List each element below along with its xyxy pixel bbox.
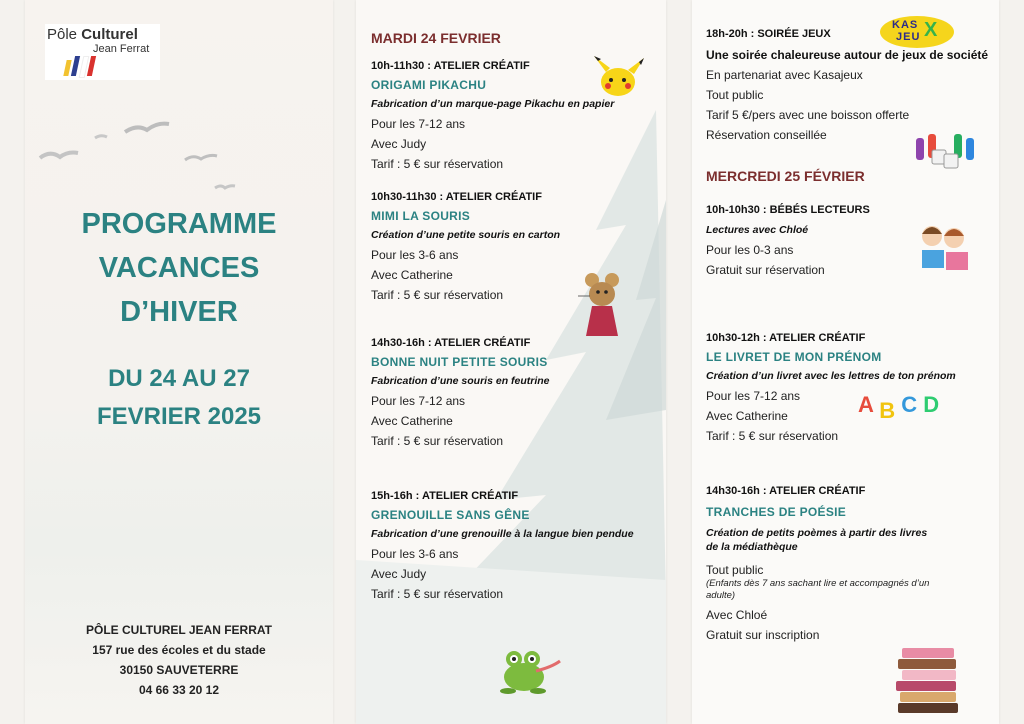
event-time: 10h30-11h30 : ATELIER CRÉATIF (371, 191, 542, 203)
event-host: Avec Chloé (706, 608, 768, 622)
event-bonne-nuit-petite-souris (371, 337, 550, 448)
event-price: Tarif : 5 € sur réservation (706, 429, 839, 443)
event-partner: En partenariat avec Kasajeux (706, 68, 863, 82)
event-name: ORIGAMI PIKACHU (371, 78, 487, 92)
event-price: Gratuit sur réservation (706, 263, 825, 277)
event-lead: Une soirée chaleureuse autour de jeux de société (706, 48, 989, 62)
event-name: BONNE NUIT PETITE SOURIS (371, 355, 548, 369)
event-name: TRANCHES DE POÉSIE (706, 505, 847, 519)
event-audience: Tout public (706, 88, 764, 102)
event-name: MIMI LA SOURIS (371, 209, 471, 223)
event-host: Avec Catherine (706, 409, 788, 423)
event-age: Pour les 3-6 ans (371, 547, 459, 561)
event-price: Tarif 5 €/pers avec une boisson offerte (706, 108, 910, 122)
event-note: (Enfants dès 7 ans sachant lire et accompagnés d’un (706, 578, 930, 589)
event-price: Tarif : 5 € sur réservation (371, 288, 504, 302)
event-name: LE LIVRET DE MON PRÉNOM (706, 350, 882, 364)
book-stack-icon (892, 644, 968, 716)
event-note: adulte) (706, 590, 736, 601)
abcd-letters-decoration: A B C D (858, 392, 940, 423)
cover-panel (25, 0, 333, 724)
kasajeux-logo: KAS JEU X (880, 16, 954, 48)
event-price: Tarif : 5 € sur réservation (371, 434, 504, 448)
day-heading-wednesday: MERCREDI 25 FÉVRIER (706, 168, 865, 184)
event-bebes-lecteurs (706, 204, 870, 277)
event-price: Gratuit sur inscription (706, 628, 820, 642)
event-time: 18h-20h : SOIRÉE JEUX (706, 28, 831, 40)
event-age: Pour les 7-12 ans (371, 394, 466, 408)
event-age: Pour les 3-6 ans (371, 248, 459, 262)
event-description: Fabrication d’une souris en feutrine (371, 375, 550, 387)
address-block: PÔLE CULTUREL JEAN FERRAT 157 rue des écoles et du stade 30150 SAUVETERRE 04 66 33 20 12 (85, 623, 272, 697)
event-booking: Réservation conseillée (706, 128, 827, 142)
event-age: Pour les 0-3 ans (706, 243, 794, 257)
wednesday-panel (692, 0, 999, 724)
day-heading-tuesday: MARDI 24 FEVRIER (371, 30, 501, 46)
event-time: 15h-16h : ATELIER CRÉATIF (371, 490, 519, 502)
event-audience: Tout public (706, 563, 764, 577)
event-time: 14h30-16h : ATELIER CRÉATIF (706, 485, 866, 497)
event-time: 10h30-12h : ATELIER CRÉATIF (706, 332, 866, 344)
birds-illustration (35, 110, 255, 200)
pole-culturel-logo: Pôle Culturel Jean Ferrat (45, 24, 160, 80)
event-name: GRENOUILLE SANS GÊNE (371, 508, 530, 522)
event-origami-pikachu (371, 60, 614, 171)
event-description: Lectures avec Chloé (706, 224, 809, 236)
event-grenouille-sans-gene (371, 490, 634, 601)
mouse-icon (578, 270, 634, 342)
event-price: Tarif : 5 € sur réservation (371, 587, 504, 601)
event-age: Pour les 7-12 ans (371, 117, 466, 131)
event-host: Avec Catherine (371, 268, 453, 282)
event-time: 14h30-16h : ATELIER CRÉATIF (371, 337, 531, 349)
event-time: 10h-10h30 : BÉBÉS LECTEURS (706, 204, 870, 216)
program-dates: DU 24 AU 27 FEVRIER 2025 (96, 365, 262, 430)
event-description: Création d’une petite souris en carton (371, 229, 561, 241)
board-game-pieces-icon (914, 128, 978, 170)
children-reading-icon (916, 220, 972, 278)
event-time: 10h-11h30 : ATELIER CRÉATIF (371, 60, 530, 72)
event-livret-de-mon-prenom (706, 332, 956, 443)
event-soiree-jeux (706, 28, 988, 142)
event-host: Avec Catherine (371, 414, 453, 428)
program-title: PROGRAMME VACANCES D’HIVER (81, 208, 277, 328)
event-host: Avec Judy (371, 137, 427, 151)
event-description: Création d’un livret avec les lettres de ton prénom (706, 370, 956, 382)
event-description: Fabrication d’une grenouille à la langue bien pendue (371, 528, 634, 540)
event-host: Avec Judy (371, 567, 427, 581)
event-tranches-de-poesie (706, 485, 929, 642)
tuesday-panel (356, 0, 666, 724)
event-description: de la médiathèque (706, 541, 798, 553)
event-description: Fabrication d’un marque-page Pikachu en papier (371, 98, 615, 110)
event-age: Pour les 7-12 ans (706, 389, 801, 403)
event-price: Tarif : 5 € sur réservation (371, 157, 504, 171)
event-description: Création de petits poèmes à partir des livres (706, 527, 928, 539)
frog-icon (496, 645, 566, 697)
event-mimi-la-souris (371, 191, 560, 302)
